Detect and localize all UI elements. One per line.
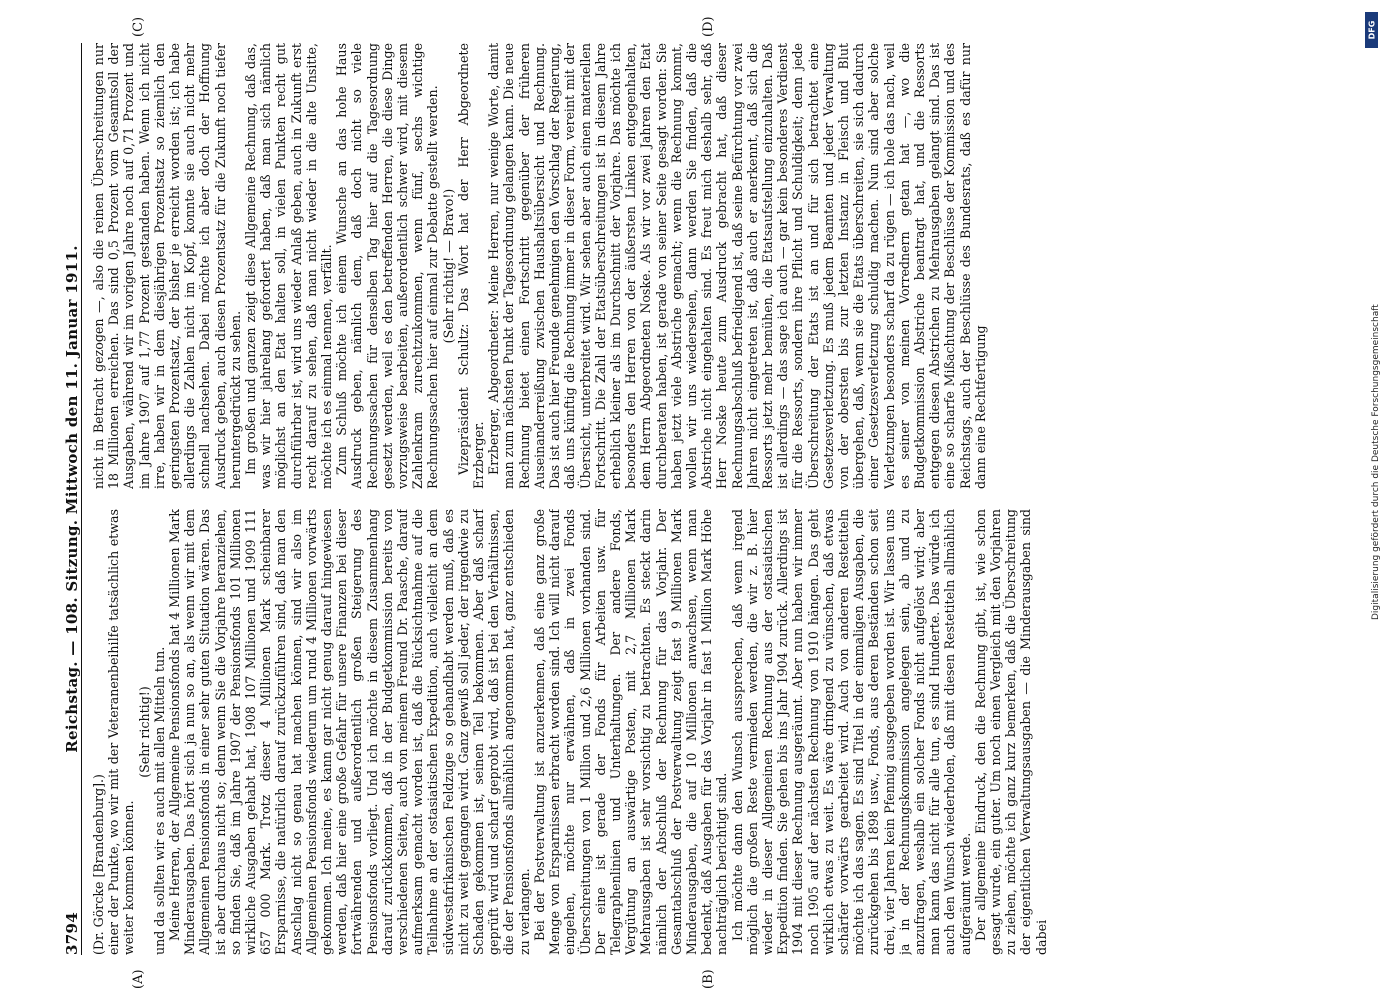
paragraph: Bei der Postverwaltung ist anzuerkennen, daß eine ganz große Menge von Ersparnissen erbracht worden sind. Ich will nicht darauf eingehen, möchte nur erwähnen, daß in zwei Fonds Überschreitungen von 1 Million und 2,6 Millionen vorhanden sind. Der eine ist gerade der Fonds für Arbeiten usw. für Telegraphenlinien und Unterhaltungen. Der andere Fonds, Vergütung an auswärtige Posten, mit 2,7 Millionen Mark Mehrausgaben ist sehr vorsichtig zu betrachten. Es steckt darin nämlich der Abschluß der Rechnung für das Vorjahr. Der Gesamtabschluß der Postverwaltung zeigt fast 9 Millionen Mark Minderausgaben, die auf 10 Millionen anwachsen, wenn man bedenkt, daß Ausgaben für das Vorjahr in fast 1 Million Mark Höhe nachträglich berichtigt sind. [531, 509, 730, 955]
paragraph: Zum Schluß möchte ich einem Wunsche an das hohe Haus Ausdruck geben, nämlich dem, daß doch nicht so viele Rechnungssachen für denselben Tag hier auf die Tagesordnung gesetzt werden, weil es den betreffenden Herren, die diese Dinge vorzugsweise bearbeiten, außerordentlich schwer wird, mit diesem Zahlenkram zurechtzukommen, wenn fünf, sechs wichtige Rechnungssachen hier auf einmal zur Debatte gestellt werden. [334, 43, 441, 489]
digitization-note: Digitalisierung gefördert durch die Deutsche Forschungsgemeinschaft [1371, 304, 1381, 620]
page-number: 3794 [63, 912, 81, 955]
paragraph: Erzberger, Abgeordneter: Meine Herren, nur wenige Worte, damit man zum nächsten Punkt der Tagesordnung gelangen kann. Die neue Rechnung bietet einen Fortschritt gegenüber der früheren Auseinanderreißung zwischen Haushaltsübersicht und Rechnung. Das ist auch hier Freunde genehmigen den Vorschlag der Regierung, daß uns künftig die Rechnung immer in dieser Form, vereint mit der Übersicht, unterbreitet wird. Wir sehen aber auch einen materiellen Fortschritt. Die Zahl der Etatsüberschreitungen ist in diesem Jahre erheblich kleiner als im Durchschnitt der Vorjahre. Das möchte ich besonders den Herren von der äußersten Linken entgegenhalten, dem Herrn Abgeordneten Noske. Als wir vor zwei Jahren den Etat durchberaten haben, ist gerade von seiner Seite gesagt worden: Sie haben jetzt viele Abstriche gemacht; wenn die Rechnung kommt, wollen wir uns wiedersehen, dann werden Sie finden, daß die Abstriche nicht eingehalten sind. Es freut mich deshalb sehr, daß Herr Noske heute zum Ausdruck gebracht hat, daß dieser Rechnungsabschluß befriedigend ist, daß seine Befürchtung vor zwei Jahren nicht eingetreten ist, daß auch er anerkennt, daß sich die Ressorts jetzt mehr bemühen, die Etatsaufstellung einzuhalten. Daß ist allerdings — das sage ich auch — gar kein besonderes Verdienst für die Ressorts, sondern ihre Pflicht und Schuldigkeit; denn jede Überschreitung der Etats ist an und für sich betrachtet eine Gesetzesverletzung. Es muß jedem Beamten und jeder Verwaltung von der obersten bis zur letzten Instanz in Fleisch und Blut übergehen, daß, wenn sie die Etats überschreiten, sie sich dadurch einer Gesetzesverletzung schuldig machen. Nun sind aber solche Verletzungen besonders scharf da zu rügen — ich hole das nach, weil es seiner von meinen Vorrednern getan hat —, wo die Budgetkommission Abstriche beantragt hat, und die Ressorts entgegen diesen Abstrichen zu Mehrausgaben gelangt sind. Das ist eine so scharfe Mißachtung der Beschlüsse der Kommission und des Reichstags, auch der Beschlüsse des Bundesrats, daß es dafür nur dann eine Rechtfertigung [486, 43, 988, 489]
running-title: Reichstag. — 108. Sitzung. Mittwoch den 11. Januar 1911. [63, 245, 81, 753]
dfg-logo-text: DFG [1367, 20, 1376, 40]
paragraph: Im großen und ganzen zeigt diese Allgemeine Rechnung, daß das, was wir hier jahrelang gefordert haben, daß man sich nämlich möglichst an den Etat halten soll, in vielen Punkten recht gut durchführbar ist, wird uns wieder Anlaß geben, auch in Zukunft erst recht darauf zu sehen, daß man nicht wieder in die alte Unsitte, möchte ich es einmal nennen, verfällt. [243, 43, 335, 489]
interjection: (Sehr richtig!) [136, 686, 152, 778]
margin-mark-b: (B) [701, 969, 716, 989]
speaker-attribution: (Dr. Görcke [Brandenburg].) [91, 774, 106, 955]
margin-mark-a: (A) [131, 969, 146, 989]
paragraph: Meine Herren, der Allgemeine Pensionsfonds hat 4 Millionen Mark Minderausgaben. Das hört sich ja nun so an, als wenn wir mit dem Allgemeinen Pensionsfonds in einer sehr guten Situation wären. Das ist aber durchaus nicht so; denn wenn Sie die Vorjahre heranziehen, so finden Sie, daß im Jahre 1907 der Pensionsfonds 101 Millionen wirkliche Ausgaben gehabt hat, 1908 107 Millionen und 1909 111 657 000 Mark. Trotz dieser 4 Millionen Mark scheinbarer Ersparnisse, die natürlich darauf zurückzuführen sind, daß man den Anschlag nicht so genau hat machen können, sind wir also im Allgemeinen Pensionsfonds wiederum um rund 4 Millionen vorwärts gekommen. Ich meine, es kann gar nicht genug darauf hingewiesen werden, daß hier eine große Gefahr für unsere Finanzen bei dieser fortwährenden und außerordentlich großen Steigerung des Pensionsfonds vorliegt. Und ich möchte in diesem Zusammenhang darauf zurückkommen, daß in der Budgetkommission bereits von verschiedenen Seiten, auch von meinem Freund Dr. Paasche, darauf aufmerksam gemacht worden ist, daß die Rücksichtnahme auf die Teilnahme an der ostasiatischen Expedition, auch vielleicht an dem südwestafrikanischen Feldzuge so gehandhabt werden muß, daß es nicht zu weit gegangen wird. Ganz gewiß soll jeder, der irgendwie zu Schaden gekommen ist, seinen Teil bekommen. Aber daß scharf geprüft wird und scharf geprobt wird, daß ist bei den Verhältnissen, die der Pensionsfonds allmählich angenommen hat, ganz entschieden zu verlangen. [167, 509, 532, 955]
paragraph: einer der Punkte, wo wir mit der Veteranenbeihilfe tatsächlich etwas weiter kommen können. [106, 509, 137, 955]
right-column [91, 43, 1307, 489]
margin-mark-d: (D) [701, 16, 716, 37]
paragraph: und da sollten wir es auch mit allen Mitteln tun. [151, 646, 167, 955]
interjection: (Sehr richtig! — Bravo!) [440, 188, 456, 344]
margin-mark-c: (C) [131, 16, 146, 37]
running-header [55, 43, 82, 955]
page-content [55, 16, 1315, 989]
paragraph: Der allgemeine Eindruck, den die Rechnung gibt, ist, wie schon gesagt wurde, ein guter. Um noch einen Vergleich mit den Vorjahren zu ziehen, möchte ich ganz kurz bemerken, daß die Überschreitung der eigentlichen Verwaltungsausgaben — die Minderausgaben sind dabei [972, 509, 1049, 955]
text-columns [91, 16, 1307, 989]
speaker-intro: Vizepräsident Schultz: Das Wort hat der Herr Abgeordnete Erzberger. [455, 43, 487, 489]
dfg-logo [1365, 12, 1378, 48]
paragraph: nicht in Betracht gezogen —, also die reinen Überschreitungen nur 18 Millionen erreichen. Das sind 0,5 Prozent vom Gesamtsoll der Ausgaben, während wir im vorigen Jahre noch auf 0,71 Prozent und im Jahre 1907 auf 1,77 Prozent gestanden haben. Wenn ich nicht irre, haben wir in dem diesjährigen Prozentsatz so ziemlich den geringsten Prozentsatz, der bisher je erreicht worden ist; ich habe allerdings die Zahlen nicht im Kopf, konnte sie auch nicht mehr schnell nachsehen. Dabei möchte ich aber doch der Hoffnung Ausdruck geben, auch diesen Prozentsatz für die Zukunft noch tiefer heruntergedrückt zu sehen. [91, 43, 243, 489]
left-column [91, 509, 1307, 955]
paragraph: Ich möchte dann den Wunsch aussprechen, daß wenn irgend möglich die großen Reste vermieden werden, die wir z. B. hier wieder in dieser Allgemeinen Rechnung aus der ostasiatischen Expedition finden. Sie gehen bis ins Jahr 1904 zurück. Allerdings ist 1904 mit dieser Rechnung ausgeräumt. Aber nun haben wir immer noch 1905 auf der nächsten Rechnung von 1910 hängen. Das geht wirklich etwas zu weit. Es wäre dringend zu wünschen, daß etwas schärfer vorwärts gearbeitet wird. Auch von anderen Restetiteln möchte ich das sagen. Es sind Titel in der einmaligen Ausgaben, die zurückgehen bis 1898 usw., Fonds, aus deren Beständen schon seit drei, vier Jahren kein Pfennig ausgegeben worden ist. Wir lassen uns ja in der Rechnungskommission angelegen sein, ab und zu anzufragen, weshalb ein solcher Fonds nicht aufgelöst wird; aber man kann das nicht für alle tun, es sind Hunderte. Das würde ich auch den Wunsch wiederholen, daß mit diesen Restetiteln allmählich aufgeräumt werde. [729, 509, 973, 955]
